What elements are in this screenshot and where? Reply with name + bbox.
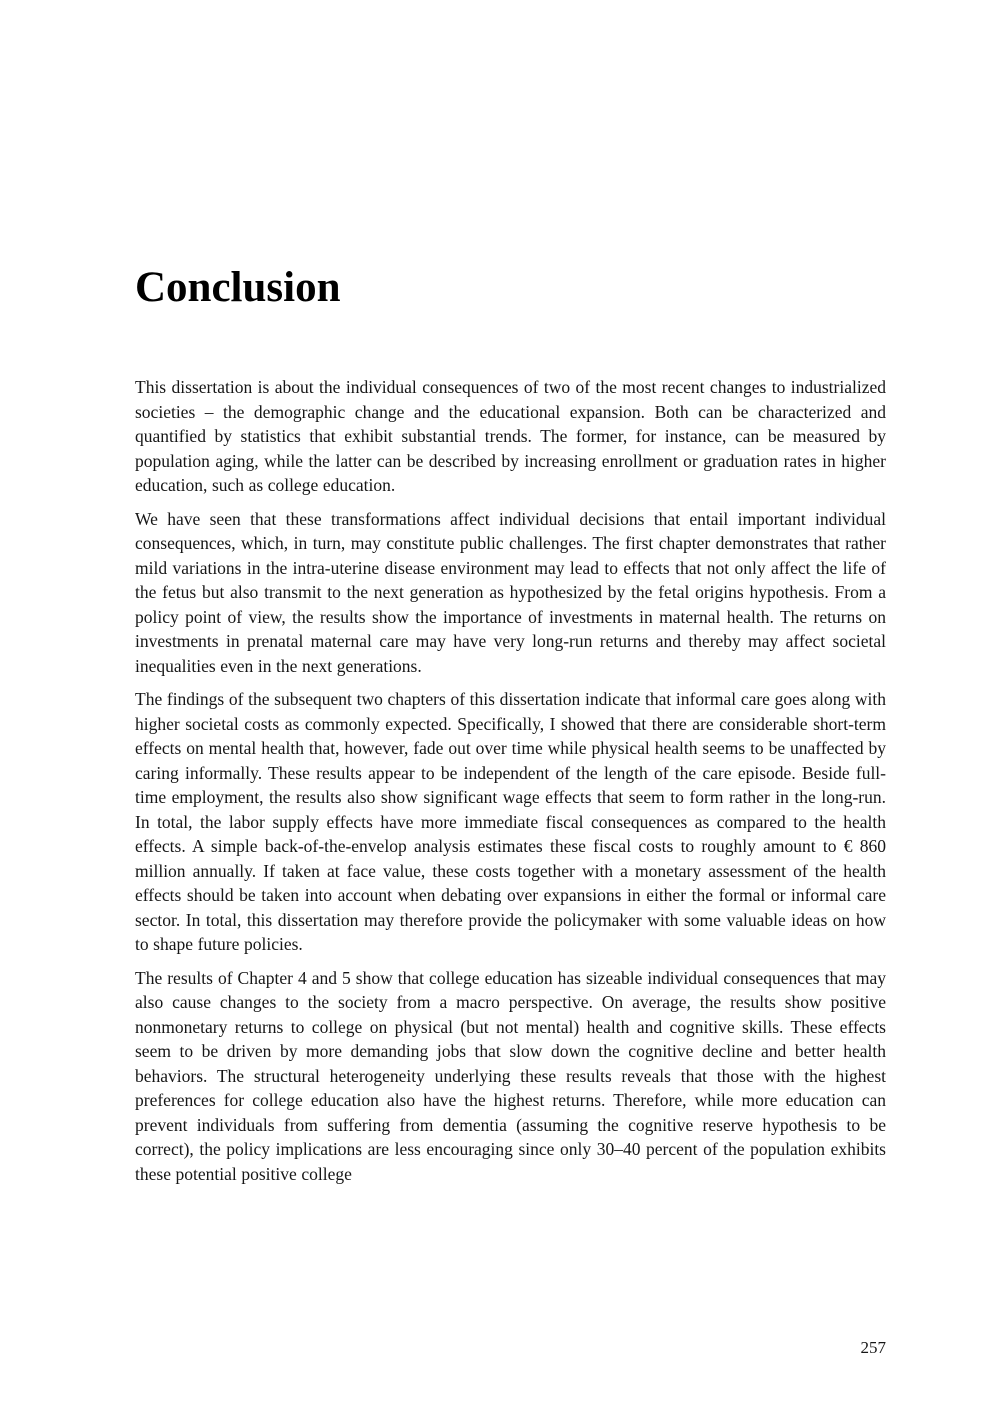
paragraph-4: The results of Chapter 4 and 5 show that college education has sizeable individual consequences that may also cause changes to the society from a macro perspective. On average, the results show positive nonmonetary returns to college on physical (but not mental) health and cognitive skills. These effects seem to be driven by more demanding jobs that slow down the cognitive decline and better health behaviors. The structural heterogeneity underlying these results reveals that those with the highest preferences for college education also have the highest returns. Therefore, while more education can prevent individuals from suffering from dementia (assuming the cognitive reserve hypothesis to be correct), the policy implications are less encouraging since only 30–40 percent of the population exhibits these potential positive college [135, 967, 886, 1184]
body-text [135, 375, 886, 1186]
paragraph-1: This dissertation is about the individual consequences of two of the most recent changes to industrialized societies – the demographic change and the educational expansion. Both can be characterized and quantified by statistics that exhibit substantial trends. The former, for instance, can be measured by population aging, while the latter can be described by increasing enrollment or graduation rates in higher education, such as college education. [135, 377, 886, 496]
page-number: 257 [860, 1338, 886, 1357]
text-block [135, 264, 886, 1195]
paragraph-2: We have seen that these transformations affect individual decisions that entail important individual consequences, which, in turn, may constitute public challenges. The first chapter demonstrates that rather mild variations in the intra-uterine disease environment may lead to effects that not only affect the life of the fetus but also transmit to the next generation as hypothesized by the fetal origins hypothesis. From a policy point of view, the results show the importance of investments in maternal health. The returns on investments in prenatal maternal care may have very long-run returns and thereby may affect societal inequalities even in the next generations. [135, 508, 886, 676]
chapter-heading: Conclusion [135, 264, 341, 311]
paragraph-3: The findings of the subsequent two chapters of this dissertation indicate that informal care goes along with higher societal costs as commonly expected. Specifically, I showed that there are considerable short-term effects on mental health that, however, fade out over time while physical health seems to be unaffected by caring informally. These results appear to be independent of the length of the care episode. Beside full-time employment, the results also show significant wage effects that seem to form rather in the long-run. In total, the labor supply effects have more immediate fiscal consequences as compared to the health effects. A simple back-of-the-envelop analysis estimates these fiscal costs to roughly amount to € 860 million annually. If taken at face value, these costs together with a monetary assessment of the health effects should be taken into account when debating over expansions in either the formal or informal care sector. In total, this dissertation may therefore provide the policymaker with some valuable ideas on how to shape future policies. [135, 689, 886, 955]
